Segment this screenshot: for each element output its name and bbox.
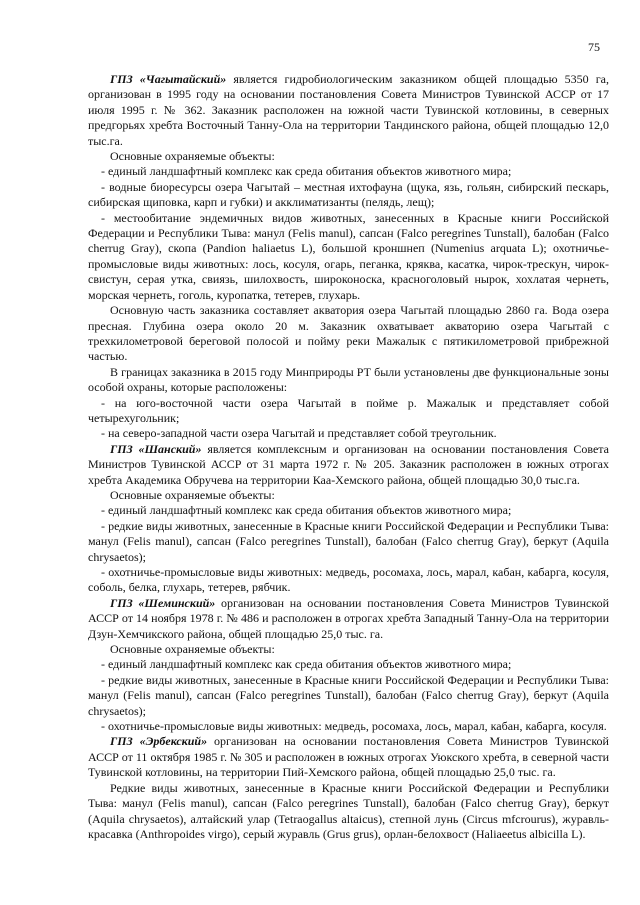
paragraph	[88, 149, 609, 164]
paragraph-text: - на юго-восточной части озера Чагытай в пойме р. Мажалык и представляет собой четырехугольник;	[88, 395, 609, 425]
list-item	[88, 164, 609, 179]
list-item	[88, 396, 609, 427]
paragraph-text: - охотничье-промысловые виды животных: медведь, росомаха, лось, марал, кабан, кабарга, косуля, соболь, белка, глухарь, тетерев, рябчик.	[88, 565, 609, 595]
paragraph-text: Основные охраняемые объекты:	[110, 642, 275, 657]
paragraph-text: Редкие виды животных, занесенные в Красные книги Российской Федерации и Республики Тыва: манул (Felis manul), сапсан (Falco peregrines Tunstall), балобан (Falco cherrug Gray), беркут (Aquila chrysaetos), алтайский улар (Tetraogallus altaicus), степной лунь (Circus mfcrourus), журавль-красавка (Anthropoides virgo), серый журавль (Grus grus), орлан-белохвост (Haliaeetus albicilla L).	[88, 780, 609, 841]
list-item	[88, 565, 609, 596]
paragraph-text: - охотничье-промысловые виды животных: медведь, росомаха, лось, марал, кабан, кабарга, косуля.	[101, 719, 607, 734]
paragraph-text: Основные охраняемые объекты:	[110, 487, 275, 502]
paragraph-text: организован на основании постановления Совета Министров Тувинской АССР от 11 октября 1985 г. № 305 и расположен в южных отрогах Уюкского хребта, в северной части Тувинской котловины, на территории Пий-Хемского района, общей площадью 25,0 тыс. га.	[88, 734, 609, 780]
paragraph	[88, 72, 609, 149]
paragraph	[88, 642, 609, 657]
document-body	[88, 72, 609, 842]
paragraph-text: является комплексным и организован на основании постановления Совета Министров Тувинской АССР от 31 марта 1972 г. № 205. Заказник расположен в южных отрогах хребта Академика Обручева на территории Каа-Хемского района, общей площадью 30,0 тыс.га.	[88, 441, 610, 487]
paragraph-text: - редкие виды животных, занесенные в Красные книги Российской Федерации и Республики Тыва: манул (Felis manul), сапсан (Falco peregrines Tunstall), балобан (Falco cherrug Gray), беркут (Aquila chrysaetos);	[88, 518, 609, 564]
reserve-name: ГПЗ «Шеминский»	[110, 595, 216, 610]
list-item	[88, 719, 609, 734]
list-item	[88, 519, 609, 565]
paragraph-text: - редкие виды животных, занесенные в Красные книги Российской Федерации и Республики Тыва: манул (Felis manul), сапсан (Falco peregrines Tunstall), балобан (Falco cherrug Gray), беркут (Aquila chrysaetos);	[88, 672, 609, 718]
reserve-name: ГПЗ «Эрбекский»	[110, 734, 208, 749]
paragraph	[88, 365, 609, 396]
paragraph-text: - единый ландшафтный комплекс как среда обитания объектов животного мира;	[101, 164, 512, 179]
page-number: 75	[588, 40, 600, 54]
paragraph	[88, 596, 609, 642]
list-item	[88, 657, 609, 672]
paragraph	[88, 442, 609, 488]
paragraph-text: является гидробиологическим заказником общей площадью 5350 га, организован в 1995 году на основании постановления Совета Министров Тувинской АССР от 17 июля 1995 г. № 362. Заказник расположен на южной части Тувинской котловины, в северных предгорьях хребта Восточный Танну-Ола на территории Тандинского района, общей площадью 12,0 тыс.га.	[88, 72, 609, 148]
paragraph-text: - водные биоресурсы озера Чагытай – местная ихтофауна (щука, язь, гольян, сибирский пескарь, сибирская щиповка, карп и губки) и акклиматизанты (пелядь, лещ);	[88, 179, 609, 210]
list-item	[88, 426, 609, 441]
paragraph	[88, 303, 609, 365]
reserve-name: ГПЗ «Чагытайский»	[110, 72, 227, 86]
paragraph-text: Основные охраняемые объекты:	[110, 149, 275, 164]
paragraph-text: - на северо-западной части озера Чагытай и представляет собой треугольник.	[101, 426, 497, 441]
paragraph-text: - единый ландшафтный комплекс как среда обитания объектов животного мира;	[101, 503, 512, 518]
list-item	[88, 503, 609, 518]
paragraph-text: - единый ландшафтный комплекс как среда обитания объектов животного мира;	[101, 657, 512, 672]
paragraph	[88, 488, 609, 503]
paragraph	[88, 734, 609, 780]
list-item	[88, 211, 609, 303]
reserve-name: ГПЗ «Шанский»	[110, 441, 202, 456]
list-item	[88, 180, 609, 211]
list-item	[88, 673, 609, 719]
paragraph-text: организован на основании постановления Совета Министров Тувинской АССР от 14 ноября 1978 г. № 486 и расположен в отрогах хребта Западный Танну-Ола на территории Дзун-Хемчикского района, общей площадью 25,0 тыс. га.	[88, 595, 609, 641]
paragraph	[88, 781, 609, 843]
paragraph-text: В границах заказника в 2015 году Минприроды РТ были установлены две функциональные зоны особой охраны, которые расположены:	[88, 364, 609, 395]
paragraph-text: - местообитание эндемичных видов животных, занесенных в Красные книги Российской Федерации и Республики Тыва: манул (Felis manul), сапсан (Falco peregrines Tunstall), балобан (Falco cherrug Gray), скопа (Pandion haliaetus L), большой кроншнеп (Numenius arquata L); охотничье-промысловые виды животных: лось, косуля, огарь, пеганка, кряква, касатка, чирок-трескун, чирок-свистун, серая утка, свиязь, шилохвость, широконоска, красноголовый нырок, хохлатая чернеть, морская чернеть, гоголь, куропатка, тетерев, глухарь.	[88, 210, 609, 302]
paragraph-text: Основную часть заказника составляет акватория озера Чагытай площадью 2860 га. Вода озера пресная. Глубина озера около 20 м. Заказник охватывает акваторию озера Чагытай с трехкилометровой береговой полосой и пойму реки Мажалык с пятикилометровой прибрежной частью.	[88, 303, 609, 364]
